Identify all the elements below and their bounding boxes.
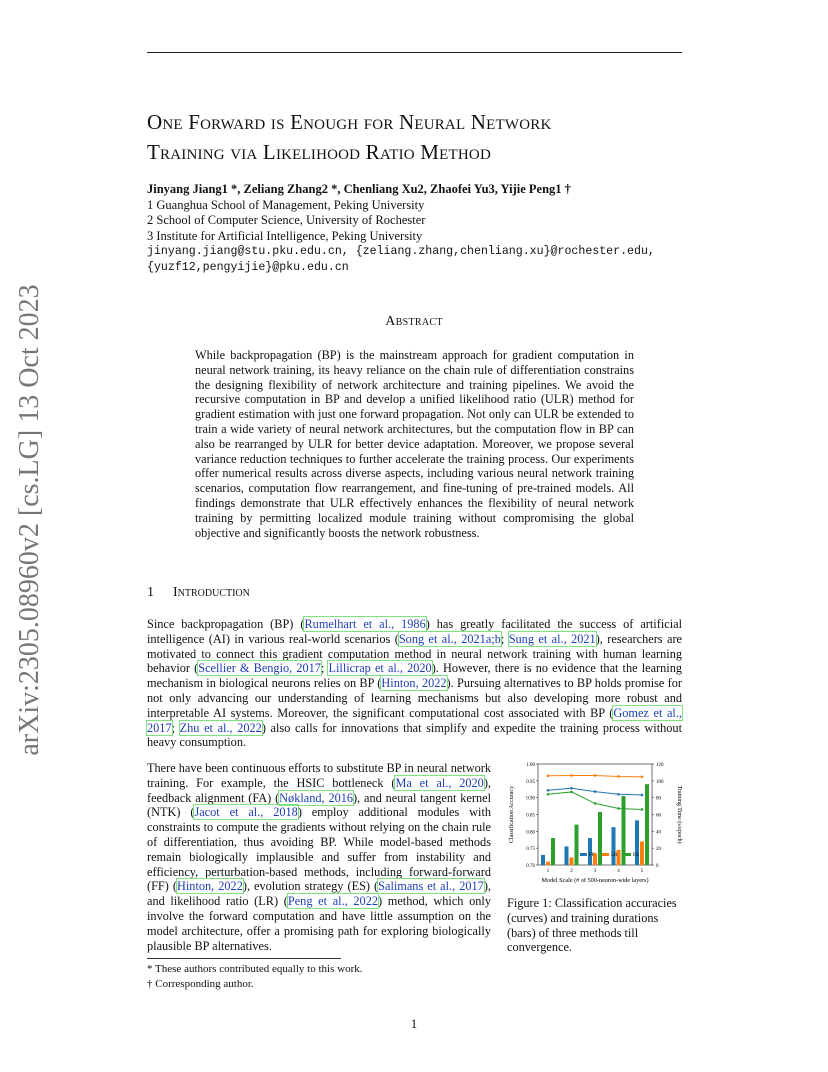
citation-link[interactable]: Scellier & Bengio, 2017	[198, 661, 321, 676]
title-line-2: Training via Likelihood Ratio Method	[147, 140, 491, 164]
right-axis-label: Training Time (s/epoch)	[676, 785, 682, 844]
footnotes	[147, 962, 547, 992]
citation-link[interactable]: Hinton, 2022	[177, 879, 243, 894]
citation-link[interactable]: Nøkland, 2016	[279, 790, 354, 805]
email-line-1: jinyang.jiang@stu.pku.edu.cn, {zeliang.zhang,chenliang.xu}@rochester.edu,	[147, 245, 655, 258]
curve-point-es	[547, 793, 550, 796]
text-run: ) method, which only involve the forward computation and have little assumption on the model architecture, offer a promising path for exploring biologically plausible BP alternatives.	[147, 894, 491, 953]
text-run: ), and neural tangent kernel (NTK) (	[147, 790, 491, 820]
left-axis-label: Classification Accuracy	[509, 785, 515, 844]
citation-link[interactable]: Gomez et al., 2017	[147, 705, 682, 735]
text-run: ;	[320, 661, 329, 676]
curve-point-es	[641, 808, 644, 811]
bar-ff	[565, 846, 569, 865]
curve-point-ff	[594, 790, 597, 793]
footnote-1: * These authors contributed equally to this work.	[147, 963, 363, 975]
bar-ff	[541, 855, 545, 865]
bar-ff	[588, 838, 592, 865]
left-tick-label: 0.90	[526, 796, 535, 802]
curve-point-ff	[547, 789, 550, 792]
curve-point-lr	[547, 774, 550, 777]
curve-point-lr	[594, 774, 597, 777]
bar-es	[598, 812, 602, 865]
bar-ff	[612, 827, 616, 865]
x-tick-label: 1	[546, 869, 550, 874]
curve-point-lr	[641, 775, 644, 778]
curve-point-lr	[570, 774, 573, 777]
left-tick-label: 0.75	[526, 847, 535, 853]
curve-point-ff	[617, 793, 620, 796]
intro-paragraph-2	[147, 761, 491, 953]
text-run: ) has greatly facilitated the success of artificial intelligence (AI) in various real-world scenarios (	[147, 617, 682, 646]
citation-link[interactable]: Rumelhart et al., 1986	[304, 617, 426, 631]
legend-label-ff: FF	[589, 853, 595, 858]
footnote-2: † Corresponding author.	[147, 978, 254, 990]
curve-point-es	[617, 807, 620, 810]
page-number: 1	[410, 1016, 418, 1031]
x-tick-label: 3	[593, 869, 597, 874]
figure-caption: Figure 1: Classification accuracies (curves) and training durations (bars) of three methods till convergence.	[507, 896, 677, 955]
top-rule	[147, 52, 682, 53]
citation-link[interactable]: Sung et al., 2021	[508, 631, 596, 646]
author-block	[147, 182, 707, 275]
citation-link[interactable]: Lillicrap et al., 2020	[328, 661, 432, 676]
affiliation-3: 3 Institute for Artificial Intelligence, Peking University	[147, 228, 423, 243]
right-tick-label: 0	[656, 864, 659, 869]
citation-link[interactable]: Peng et al., 2022	[287, 894, 378, 909]
text-run: ) also calls for innovations that simplify and expedite the training process without heavy consumption.	[147, 720, 682, 750]
section-number: 1	[147, 585, 154, 600]
x-tick-label: 4	[617, 869, 620, 874]
bar-es	[645, 784, 649, 865]
left-tick-label: 0.95	[526, 779, 535, 785]
text-run: There have been continuous efforts to substitute BP in neural network training. For example, the HSIC bottleneck (	[147, 761, 491, 790]
title-line-1: One Forward is Enough for Neural Network	[147, 110, 552, 134]
arxiv-stamp-text: arXiv:2305.08960v2 [cs.LG] 13 Oct 2023	[14, 284, 45, 756]
section-heading	[147, 585, 250, 601]
text-run: ), researchers are motivated to connect this gradient computation method in neural network training with human learning behavior (	[147, 631, 682, 676]
curve-point-es	[594, 802, 597, 805]
curve-point-ff	[641, 794, 644, 797]
x-tick-label: 5	[640, 869, 644, 874]
text-run: ), and likelihood ratio (LR) (	[147, 879, 491, 909]
citation-link[interactable]: Jacot et al., 2018	[194, 805, 298, 820]
figure-1-chart	[500, 758, 690, 890]
abstract-heading: Abstract	[385, 314, 443, 329]
curve-point-lr	[617, 775, 620, 778]
citation-link[interactable]: Zhu et al., 2022	[179, 720, 262, 735]
citation-link[interactable]: Ma et al., 2020	[395, 775, 484, 790]
figure-1	[500, 758, 690, 890]
bar-ff	[635, 820, 639, 865]
bar-lr	[570, 857, 574, 865]
text-run: ), feedback alignment (FA) (	[147, 775, 491, 805]
bar-es	[575, 825, 579, 865]
bar-lr	[640, 841, 644, 865]
x-tick-label: 2	[570, 869, 573, 874]
citation-link[interactable]: Salimans et al., 2017	[378, 879, 484, 894]
right-tick-label: 20	[656, 847, 661, 853]
text-run: ) employ additional modules with constraints to compute the gradients without relying on the chain rule of differentiation, thus avoiding BP. While model-based methods remain biologically implausible and suffer from instability and efficiency, perturbation-based methods, including forward-forward (FF) (	[147, 805, 492, 894]
right-tick-label: 120	[656, 763, 664, 768]
bar-lr	[546, 862, 550, 865]
legend-swatch-lr	[602, 853, 609, 856]
left-tick-label: 0.80	[526, 830, 535, 836]
affiliation-2: 2 School of Computer Science, University of Rochester	[147, 213, 426, 227]
arxiv-stamp	[8, 284, 52, 756]
paper-title	[147, 107, 707, 167]
right-tick-label: 100	[656, 779, 664, 785]
affiliation-1: 1 Guanghua School of Management, Peking University	[147, 197, 425, 212]
left-tick-label: 0.70	[526, 864, 535, 869]
curve-point-ff	[570, 787, 573, 790]
curve-point-es	[570, 791, 573, 794]
abstract-text: While backpropagation (BP) is the mainstream approach for gradient computation in neural network training, its heavy reliance on the chain rule of differentiation constrains the designing flexibility of network architecture and training pipelines. We avoid the recursive computation in BP and develop a unified likelihood ratio (ULR) method for gradient estimation with just one forward propagation. Not only can ULR be extended to train a wide variety of neural network architectures, but the computation flow in BP can also be rearranged by ULR for better device adaptation. Moreover, we propose several variance reduction techniques to further accelerate the training process. Our experiments offer numerical results across diverse aspects, including various neural network training scenarios, computation flow rearrangement, and fine-tuning of pre-trained models. All findings demonstrate that ULR effectively enhances the flexibility of neural network training by permitting localized module training without compromising the global objective and significantly boosts the network robustness.	[195, 348, 634, 540]
left-tick-label: 0.85	[526, 813, 535, 819]
legend-label-es: ES	[633, 853, 639, 858]
right-tick-label: 40	[656, 830, 661, 836]
x-axis-label: Model Scale (# of 500-neuron-wide layers)	[541, 877, 649, 884]
citation-link[interactable]: Song et al., 2021a;b	[398, 631, 501, 646]
intro-paragraph-1	[147, 617, 682, 750]
text-run: ;	[500, 631, 509, 646]
legend-label-lr: LR	[611, 853, 618, 858]
citation-link[interactable]: Hinton, 2022	[381, 676, 447, 691]
text-run: Since backpropagation (BP) (	[147, 617, 305, 631]
text-run: ;	[171, 720, 180, 735]
section-title: Introduction	[173, 585, 250, 600]
text-run: ), evolution strategy (ES) (	[242, 879, 379, 894]
plot-frame	[538, 764, 652, 865]
left-tick-label: 1.00	[526, 763, 535, 768]
author-names: Jinyang Jiang1 *, Zeliang Zhang2 *, Chenliang Xu2, Zhaofei Yu3, Yijie Peng1 †	[147, 182, 571, 196]
bar-es	[551, 838, 555, 865]
email-line-2: {yuzf12,pengyijie}@pku.edu.cn	[147, 260, 349, 274]
footnote-rule	[147, 958, 341, 959]
right-tick-label: 60	[656, 813, 661, 819]
legend-swatch-es	[624, 853, 631, 856]
right-tick-label: 80	[656, 796, 661, 802]
text-run: ). Pursuing alternatives to BP holds promise for not only advancing our understanding of learning mechanisms but also developing more robust and interpretable AI systems. Moreover, the significant computational cost associated with BP (	[147, 676, 682, 720]
legend-swatch-ff	[580, 853, 587, 856]
text-run: ). However, there is no evidence that the learning mechanism in biological neurons relies on BP (	[147, 661, 682, 691]
